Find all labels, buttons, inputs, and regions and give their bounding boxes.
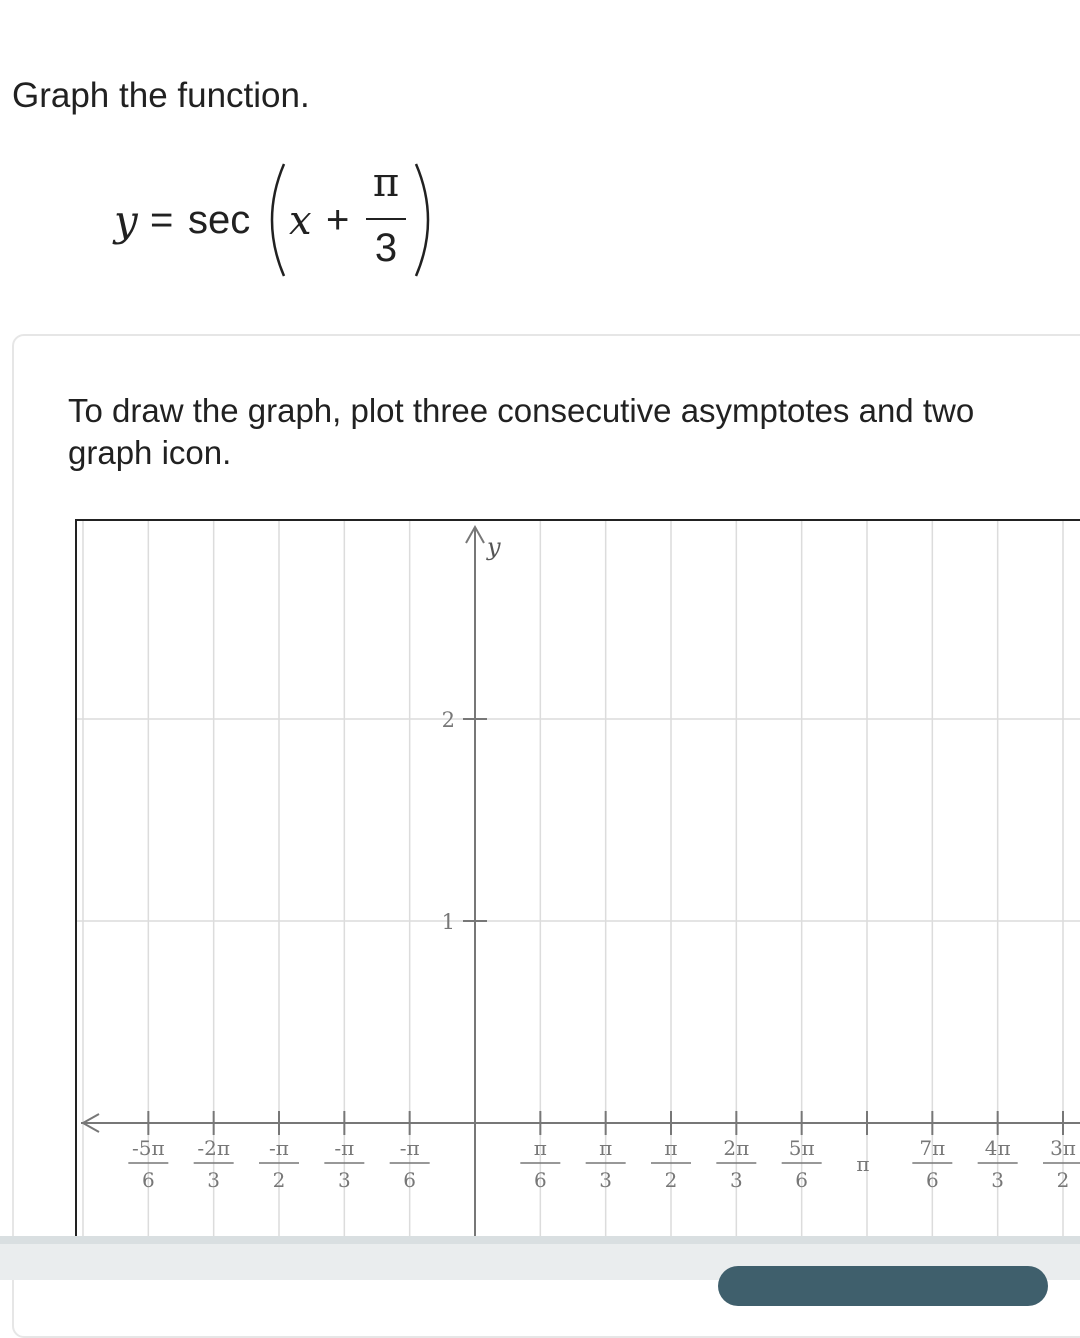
x-tick-label-numerator: -5π	[132, 1136, 165, 1160]
question-prompt: Graph the function.	[12, 76, 310, 115]
graph-canvas[interactable]	[77, 521, 1080, 1261]
equation-denominator: 3	[374, 226, 398, 270]
equation-function: sec	[188, 198, 251, 242]
x-tick-label-numerator: 7π	[919, 1136, 946, 1160]
x-tick-label-denominator: 3	[599, 1168, 613, 1192]
x-tick-label-denominator: 3	[207, 1168, 221, 1192]
equation-lhs: y	[114, 196, 138, 245]
x-tick-label-denominator: 3	[991, 1168, 1005, 1192]
x-tick-label-numerator: 5π	[788, 1136, 815, 1160]
right-parenthesis	[410, 160, 444, 280]
x-tick-label-denominator: 3	[729, 1168, 743, 1192]
x-tick-label-numerator: -π	[269, 1136, 289, 1160]
x-tick-label-numerator: -2π	[197, 1136, 230, 1160]
x-tick-label-denominator: 6	[795, 1168, 809, 1192]
x-tick-label-denominator: 3	[337, 1168, 351, 1192]
function-equation	[114, 160, 454, 280]
x-tick-label-numerator: 3π	[1050, 1136, 1076, 1160]
left-parenthesis	[256, 160, 290, 280]
equation-variable: x	[289, 198, 312, 244]
x-tick-label-denominator: 2	[272, 1168, 286, 1192]
instructions-line-2: graph icon.	[68, 434, 232, 471]
fraction-bar	[366, 218, 406, 220]
check-button[interactable]	[718, 1266, 1048, 1306]
x-tick-label-numerator: -π	[399, 1136, 420, 1160]
x-tick-label-denominator: 6	[403, 1168, 417, 1192]
equation-numerator: π	[372, 160, 400, 206]
graph-area[interactable]	[75, 519, 1080, 1261]
x-tick-label-numerator: 2π	[723, 1136, 750, 1160]
instructions-line-1: To draw the graph, plot three consecutive asymptotes and two	[68, 392, 975, 429]
x-tick-label-numerator: π	[664, 1136, 678, 1160]
y-axis-label: y	[487, 533, 501, 561]
equation-equals: =	[150, 198, 174, 242]
y-tick-label: 2	[441, 708, 455, 732]
x-tick-label-numerator: 4π	[984, 1136, 1011, 1160]
equation-plus: +	[326, 198, 350, 242]
x-tick-label-denominator: 2	[1056, 1168, 1070, 1192]
instructions-text	[68, 390, 1080, 474]
x-tick-label-numerator: π	[533, 1136, 547, 1160]
x-tick-label-denominator: 6	[533, 1168, 547, 1192]
x-tick-label-numerator: -π	[334, 1136, 355, 1160]
x-tick-label-denominator: 6	[925, 1168, 939, 1192]
x-tick-label-denominator: 2	[664, 1168, 678, 1192]
y-tick-label: 1	[441, 910, 455, 934]
x-tick-label: π	[856, 1152, 870, 1176]
x-tick-label-numerator: π	[599, 1136, 613, 1160]
x-tick-label-denominator: 6	[141, 1168, 155, 1192]
